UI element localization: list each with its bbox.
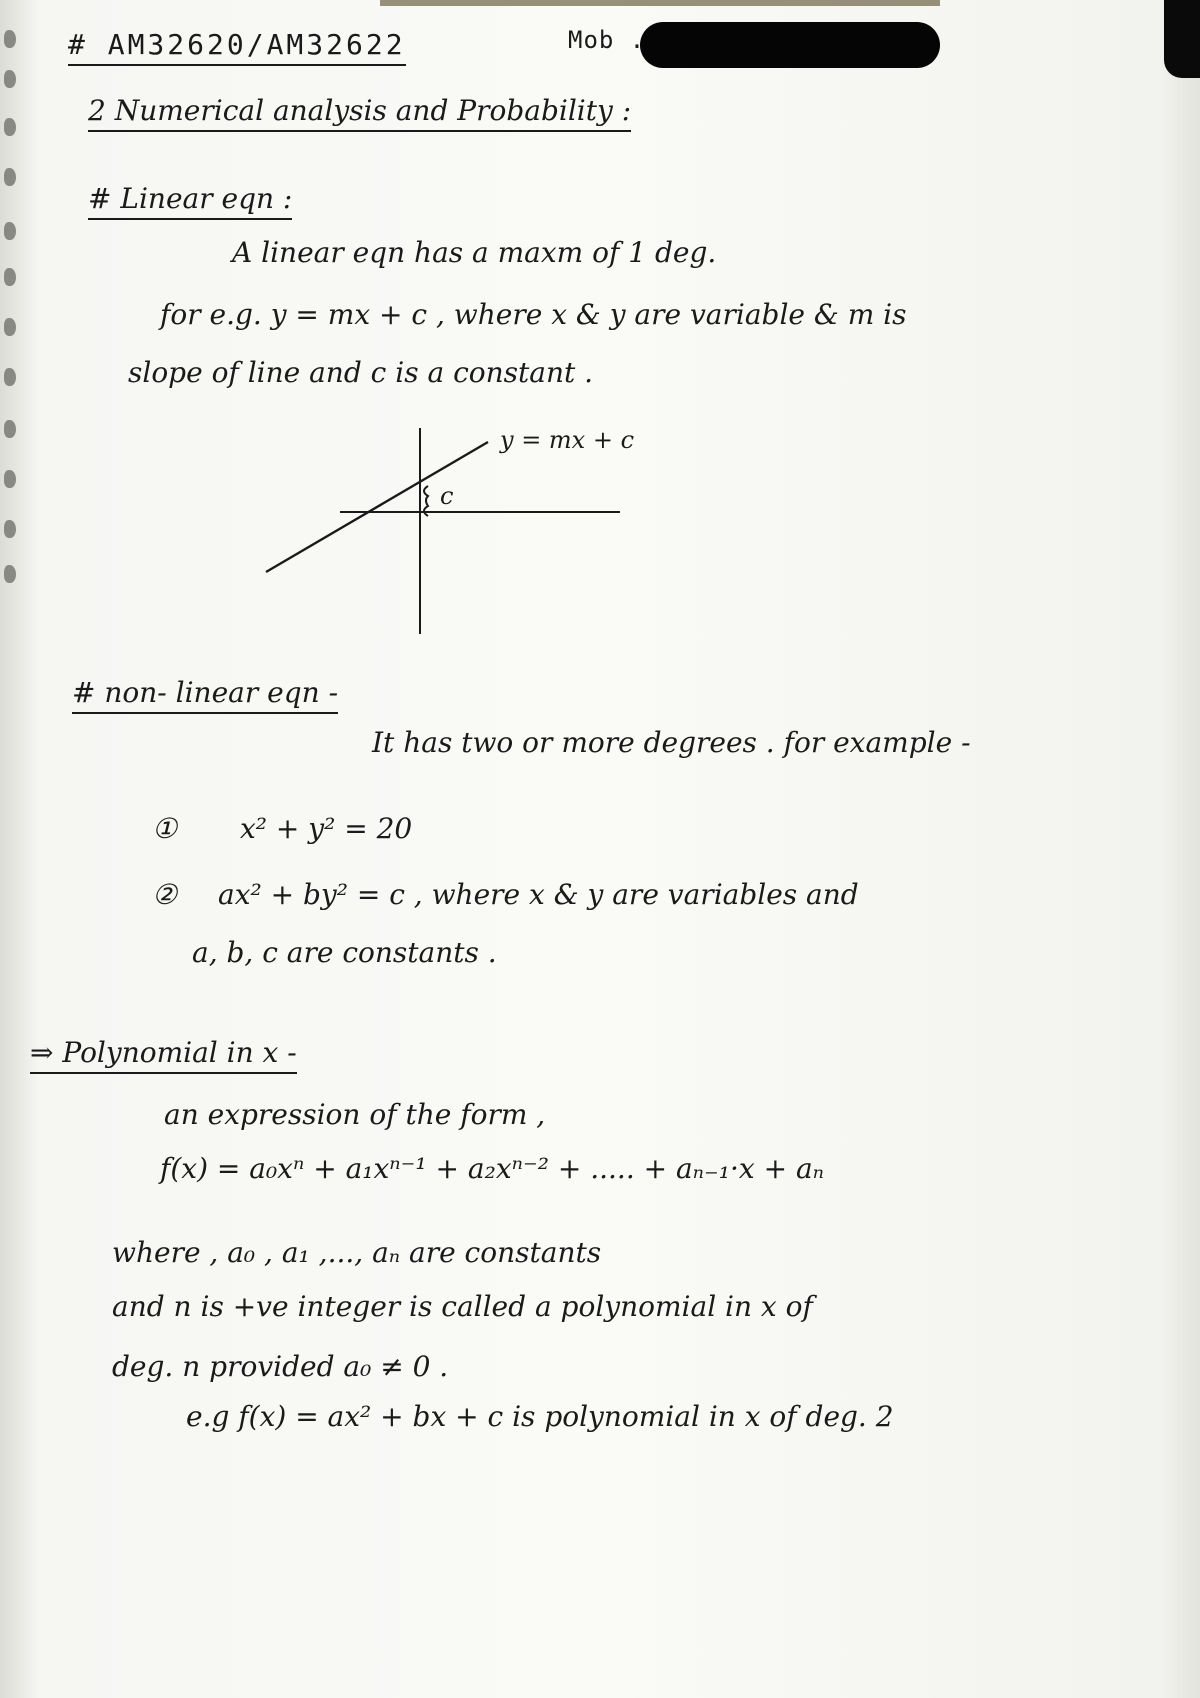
nonlinear-item-1: x² + y² = 20	[240, 812, 413, 845]
polynomial-line-3: and n is +ve integer is called a polynomial in x of	[112, 1290, 813, 1323]
page-top-edge	[380, 0, 940, 6]
graph-line	[266, 442, 488, 572]
nonlinear-line-1: It has two or more degrees . for example -	[372, 726, 971, 759]
polynomial-line-1: an expression of the form ,	[164, 1098, 546, 1131]
corner-shadow	[1164, 0, 1200, 78]
polynomial-formula: f(x) = a₀xⁿ + a₁xⁿ⁻¹ + a₂xⁿ⁻² + ..... + aₙ₋₁·x + aₙ	[160, 1152, 825, 1185]
polynomial-heading: ⇒ Polynomial in x -	[30, 1036, 297, 1074]
page-title: 2 Numerical analysis and Probability :	[88, 94, 631, 132]
nonlinear-heading: # non- linear eqn -	[72, 676, 338, 714]
nonlinear-item-2-marker: ②	[152, 878, 178, 911]
nonlinear-item-2: ax² + by² = c , where x & y are variables and	[218, 878, 859, 911]
linear-line-1: A linear eqn has a maxm of 1 deg.	[232, 236, 717, 269]
mob-label: Mob .	[568, 26, 646, 54]
graph-equation-label: y = mx + c	[500, 426, 635, 454]
nonlinear-item-1-marker: ①	[152, 812, 178, 845]
binding-holes	[0, 0, 24, 1698]
graph-intercept-label: c	[440, 482, 454, 510]
polynomial-line-4: deg. n provided a₀ ≠ 0 .	[112, 1350, 449, 1383]
linear-line-2: for e.g. y = mx + c , where x & y are variable & m is	[160, 298, 907, 331]
nonlinear-item-2-cont: a, b, c are constants .	[192, 936, 497, 969]
polynomial-example: e.g f(x) = ax² + bx + c is polynomial in x of deg. 2	[186, 1400, 894, 1433]
redaction-mark	[640, 22, 940, 68]
polynomial-line-2: where , a₀ , a₁ ,..., aₙ are constants	[112, 1236, 602, 1269]
course-code: # AM32620/AM32622	[68, 28, 406, 66]
linear-heading: # Linear eqn :	[88, 182, 292, 220]
linear-line-3: slope of line and c is a constant .	[128, 356, 594, 389]
